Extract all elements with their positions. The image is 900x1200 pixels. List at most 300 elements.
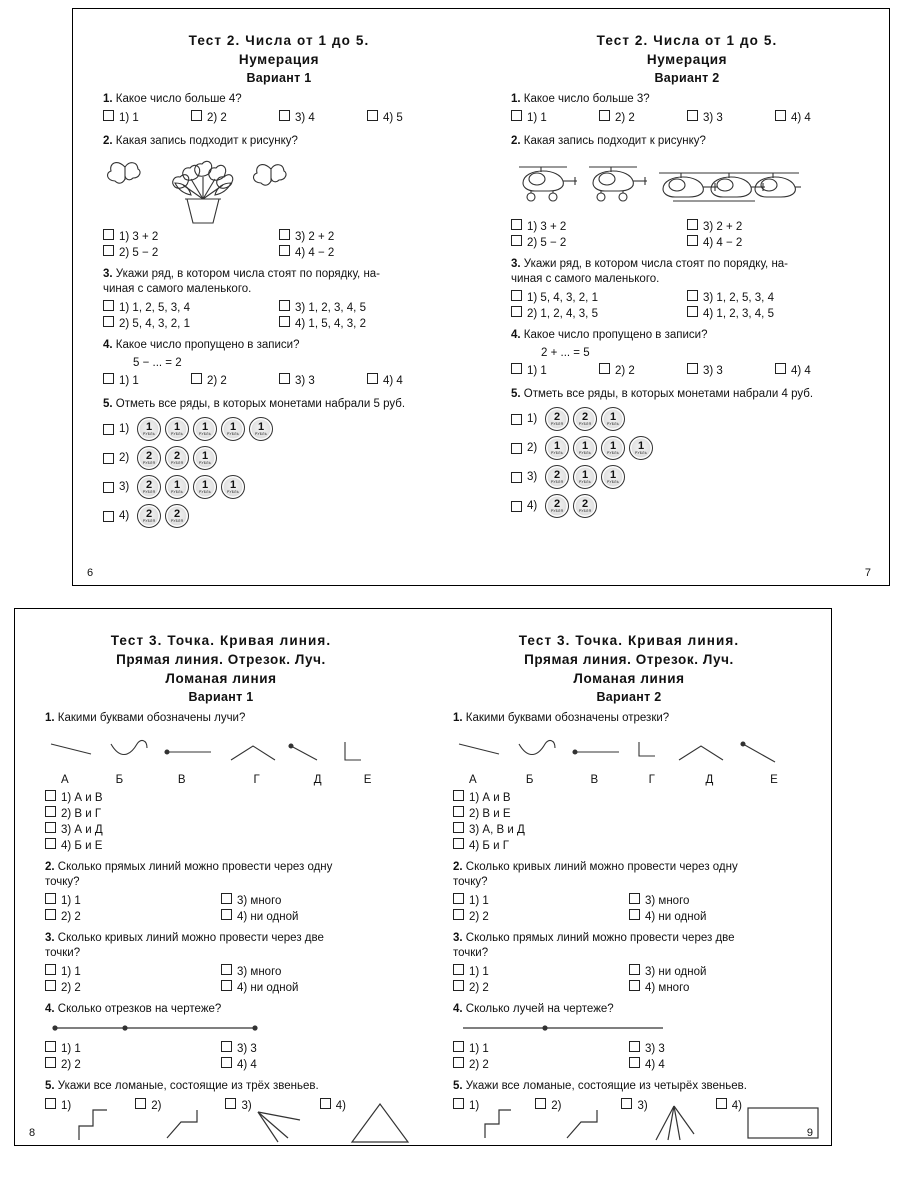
option-4[interactable] <box>687 235 863 251</box>
option-4[interactable] <box>45 838 397 854</box>
question-5-shapes <box>453 1098 805 1146</box>
option-label: 2) 5 − 2 <box>527 237 567 249</box>
checkbox[interactable] <box>45 1041 56 1052</box>
option-2[interactable] <box>103 316 279 332</box>
polyline-2-icon <box>163 1098 213 1148</box>
checkbox[interactable] <box>629 980 640 991</box>
checkbox[interactable] <box>103 511 114 522</box>
checkbox[interactable] <box>511 306 522 317</box>
checkbox[interactable] <box>687 363 698 374</box>
option-2[interactable] <box>453 909 629 925</box>
option-1[interactable] <box>103 300 279 316</box>
checkbox[interactable] <box>511 235 522 246</box>
option-1[interactable] <box>511 110 599 126</box>
coin-2-ruble: 2 РУБЛЯ <box>137 475 161 499</box>
checkbox[interactable] <box>279 110 290 121</box>
option-4[interactable] <box>453 838 805 854</box>
option-label: 3) 3 <box>237 1043 257 1055</box>
letter-b: Б <box>525 774 534 786</box>
question-number: 4. <box>511 329 521 341</box>
page-6 <box>73 9 481 585</box>
coin-row-label: 1) <box>103 423 137 435</box>
coin-row[interactable] <box>103 446 455 470</box>
option-label: 3) много <box>645 895 690 907</box>
coin-row-label: 4) <box>103 510 137 522</box>
checkbox[interactable] <box>221 1057 232 1068</box>
title-line-3: Ломаная линия <box>165 671 277 686</box>
shape-option-4[interactable]: 4) <box>320 1098 418 1148</box>
checkbox[interactable] <box>103 453 114 464</box>
coin-row-label: 3) <box>511 471 545 483</box>
option-1[interactable] <box>511 363 599 379</box>
option-1[interactable] <box>45 790 397 806</box>
option-label: 4) 4 <box>791 112 811 124</box>
variant-label: Вариант 1 <box>188 690 254 704</box>
option-label: 4) 4 <box>237 1059 257 1071</box>
option-label: 1) 1, 2, 5, 3, 4 <box>119 302 190 314</box>
checkbox[interactable] <box>103 110 114 121</box>
option-1[interactable] <box>45 893 221 909</box>
shape-option-3[interactable]: 3) <box>225 1098 307 1148</box>
question-number: 4. <box>45 1003 55 1015</box>
option-3[interactable] <box>221 893 397 909</box>
option-label: 1) 1 <box>469 966 489 978</box>
checkbox[interactable] <box>453 838 464 849</box>
checkbox[interactable] <box>511 501 522 512</box>
question-1-options <box>453 790 805 854</box>
checkbox[interactable] <box>511 443 522 454</box>
coin-row[interactable] <box>511 407 863 431</box>
segment-figure <box>45 1021 397 1035</box>
option-3[interactable] <box>629 1041 805 1057</box>
option-label: 1) 3 + 2 <box>119 231 159 243</box>
checkbox[interactable] <box>511 219 522 230</box>
option-label: 2) 1, 2, 4, 3, 5 <box>527 308 598 320</box>
shape-option-1[interactable]: 1) <box>45 1098 123 1148</box>
question-text-cont: точку? <box>45 876 80 888</box>
option-4[interactable] <box>629 909 805 925</box>
checkbox[interactable] <box>621 1098 632 1109</box>
question-1 <box>45 711 397 726</box>
checkbox[interactable] <box>45 980 56 991</box>
question-3-options <box>45 964 397 996</box>
checkbox[interactable] <box>453 822 464 833</box>
checkbox[interactable] <box>453 806 464 817</box>
checkbox[interactable] <box>45 838 56 849</box>
question-number: 2. <box>453 861 463 873</box>
checkbox[interactable] <box>135 1098 146 1109</box>
checkbox[interactable] <box>687 306 698 317</box>
option-3[interactable] <box>453 822 805 838</box>
title-line-2: Прямая линия. Отрезок. Луч. <box>116 652 326 667</box>
option-1[interactable] <box>453 964 629 980</box>
option-3[interactable] <box>279 300 455 316</box>
question-4 <box>511 328 863 343</box>
option-2[interactable] <box>191 373 279 389</box>
question-3-options <box>103 300 455 332</box>
option-3[interactable] <box>221 964 397 980</box>
option-2[interactable] <box>45 1057 221 1073</box>
question-2 <box>511 134 863 149</box>
coin-2-ruble: 2 РУБЛЯ <box>165 446 189 470</box>
checkbox[interactable] <box>225 1098 236 1109</box>
page-number: 7 <box>864 567 871 579</box>
option-3[interactable] <box>687 363 775 379</box>
checkbox[interactable] <box>599 363 610 374</box>
coin-1-ruble: 1 РУБЛЬ <box>193 417 217 441</box>
option-4[interactable] <box>279 245 455 261</box>
question-number: 1. <box>453 712 463 724</box>
option-label: 1) 1 <box>469 895 489 907</box>
question-number: 5. <box>453 1080 463 1092</box>
coin-1-ruble: 1 РУБЛЬ <box>573 436 597 460</box>
option-label: 1) 1 <box>469 1043 489 1055</box>
option-label: 4) 5 <box>383 112 403 124</box>
shape-option-2[interactable]: 2) <box>135 1098 213 1148</box>
question-number: 5. <box>103 398 113 410</box>
option-2[interactable] <box>511 235 687 251</box>
page-7 <box>481 9 889 585</box>
checkbox[interactable] <box>45 790 56 801</box>
option-2[interactable] <box>45 806 397 822</box>
page-number: 9 <box>806 1127 813 1139</box>
option-label: 2) 2 <box>469 911 489 923</box>
option-label: 3) А и Д <box>61 824 103 836</box>
coin-row[interactable] <box>511 465 863 489</box>
option-label: 1) 1 <box>61 966 81 978</box>
checkbox[interactable] <box>103 316 114 327</box>
checkbox[interactable] <box>511 110 522 121</box>
option-3[interactable] <box>279 110 367 126</box>
checkbox[interactable] <box>453 790 464 801</box>
checkbox[interactable] <box>221 909 232 920</box>
checkbox[interactable] <box>221 1041 232 1052</box>
question-number: 2. <box>45 861 55 873</box>
shape-option-4[interactable]: 4) <box>716 1098 824 1146</box>
coin-2-ruble: 2 РУБЛЯ <box>165 504 189 528</box>
shape-option-1[interactable]: 1) <box>453 1098 523 1146</box>
checkbox[interactable] <box>511 363 522 374</box>
letter-v: В <box>590 774 599 786</box>
polyline-1-icon <box>73 1098 123 1148</box>
checkbox[interactable] <box>221 964 232 975</box>
question-number: 3. <box>453 932 463 944</box>
title-line-2: Прямая линия. Отрезок. Луч. <box>524 652 734 667</box>
option-label: 2) В и Г <box>61 808 102 820</box>
checkbox[interactable] <box>221 980 232 991</box>
option-4[interactable] <box>367 110 455 126</box>
question-text: Какая запись подходит к рисунку? <box>523 135 706 147</box>
option-1[interactable] <box>453 893 629 909</box>
option-2[interactable] <box>599 363 687 379</box>
option-label: 1) А и В <box>469 792 511 804</box>
checkbox[interactable] <box>45 806 56 817</box>
checkbox[interactable] <box>279 373 290 384</box>
option-4[interactable] <box>775 110 863 126</box>
question-5-shapes <box>45 1098 397 1148</box>
checkbox[interactable] <box>453 964 464 975</box>
checkbox[interactable] <box>687 219 698 230</box>
checkbox[interactable] <box>453 980 464 991</box>
question-4-expression: 5 − ... = 2 <box>133 357 182 369</box>
checkbox[interactable] <box>629 1041 640 1052</box>
option-4[interactable] <box>687 306 863 322</box>
title-line-2: Нумерация <box>238 52 320 67</box>
question-2-options <box>103 229 455 261</box>
coin-1-ruble: 1 РУБЛЬ <box>249 417 273 441</box>
question-text: Сколько прямых линий можно провести через две <box>465 932 735 944</box>
coin-row[interactable] <box>511 494 863 518</box>
checkbox[interactable] <box>599 110 610 121</box>
option-2[interactable] <box>453 806 805 822</box>
letter-g: Г <box>648 774 655 786</box>
option-label: 1) 5, 4, 3, 2, 1 <box>527 292 598 304</box>
checkbox[interactable] <box>45 1057 56 1068</box>
checkbox[interactable] <box>279 245 290 256</box>
triangle-icon <box>348 1098 418 1148</box>
option-1[interactable] <box>45 964 221 980</box>
question-3 <box>511 257 863 287</box>
option-label: 3) А, В и Д <box>469 824 525 836</box>
option-label: 4) 4 <box>791 365 811 377</box>
option-2[interactable] <box>453 1057 629 1073</box>
option-label: 4) много <box>645 982 690 994</box>
checkbox[interactable] <box>279 316 290 327</box>
option-4[interactable] <box>221 1057 397 1073</box>
option-label: 3) много <box>237 895 282 907</box>
checkbox[interactable] <box>103 373 114 384</box>
checkbox[interactable] <box>511 290 522 301</box>
coin-row-label: 3) <box>103 481 137 493</box>
question-text: Сколько лучей на чертеже? <box>465 1003 614 1015</box>
coin-1-ruble: 1 РУБЛЬ <box>193 475 217 499</box>
coin-1-ruble: 1 РУБЛЬ <box>165 417 189 441</box>
option-label: 4) Б и Г <box>469 840 510 852</box>
question-number: 5. <box>511 388 521 400</box>
option-2[interactable] <box>45 909 221 925</box>
question-5 <box>511 387 863 402</box>
option-4[interactable] <box>367 373 455 389</box>
option-1[interactable] <box>103 229 279 245</box>
checkbox[interactable] <box>45 822 56 833</box>
option-label: 2) 2 <box>61 911 81 923</box>
option-label: 4) 4 <box>383 375 403 387</box>
checkbox[interactable] <box>191 110 202 121</box>
option-1[interactable] <box>511 219 687 235</box>
question-text: Какое число пропущено в записи? <box>523 329 708 341</box>
page-title <box>453 631 805 688</box>
checkbox[interactable] <box>45 1098 56 1109</box>
coin-1-ruble: 1 РУБЛЬ <box>601 407 625 431</box>
option-1[interactable] <box>103 110 191 126</box>
question-4-options <box>45 1041 397 1073</box>
option-4[interactable] <box>775 363 863 379</box>
polyline-2-icon <box>563 1098 609 1146</box>
coin-row-label: 2) <box>511 442 545 454</box>
question-3 <box>103 267 455 297</box>
checkbox[interactable] <box>45 893 56 904</box>
coin-row[interactable] <box>103 504 455 528</box>
checkbox[interactable] <box>453 1041 464 1052</box>
checkbox[interactable] <box>775 363 786 374</box>
flowers-butterflies-figure <box>103 153 455 225</box>
coin-1-ruble: 1 РУБЛЬ <box>193 446 217 470</box>
coin-1-ruble: 1 РУБЛЬ <box>221 417 245 441</box>
checkbox[interactable] <box>511 414 522 425</box>
question-text: Укажи ряд, в котором числа стоят по порядку, на- <box>115 268 381 280</box>
question-2 <box>45 860 397 890</box>
checkbox[interactable] <box>629 1057 640 1068</box>
option-1[interactable] <box>453 1041 629 1057</box>
coin-row[interactable] <box>103 417 455 441</box>
letter-g: Г <box>253 774 260 786</box>
question-3 <box>453 931 805 961</box>
checkbox[interactable] <box>103 482 114 493</box>
option-2[interactable] <box>191 110 279 126</box>
shape-option-3[interactable]: 3) <box>621 1098 703 1146</box>
checkbox[interactable] <box>453 893 464 904</box>
option-label: 3) 2 + 2 <box>295 231 335 243</box>
lines-figure <box>453 732 805 786</box>
option-3[interactable] <box>279 229 455 245</box>
checkbox[interactable] <box>191 373 202 384</box>
question-1-options <box>103 110 455 128</box>
option-3[interactable] <box>687 110 775 126</box>
variant-label: Вариант 2 <box>596 690 662 704</box>
option-2[interactable] <box>511 306 687 322</box>
page-9 <box>423 609 831 1145</box>
checkbox[interactable] <box>279 229 290 240</box>
option-label: 3) 1, 2, 3, 4, 5 <box>295 302 366 314</box>
option-label: 3) много <box>237 966 282 978</box>
option-label: 1) 1 <box>61 895 81 907</box>
question-5-coin-rows <box>103 417 455 528</box>
option-label: 4) 4 − 2 <box>295 247 335 259</box>
checkbox[interactable] <box>453 909 464 920</box>
question-5-coin-rows <box>511 407 863 518</box>
option-3[interactable] <box>687 290 863 306</box>
coin-1-ruble: 1 РУБЛЬ <box>545 436 569 460</box>
letter-d: Д <box>313 774 322 786</box>
question-5 <box>103 397 455 412</box>
question-text: Сколько кривых линий можно провести через две <box>57 932 324 944</box>
variant-label: Вариант 2 <box>654 71 720 85</box>
question-4-expression: 2 + ... = 5 <box>541 347 590 359</box>
question-2-options <box>453 893 805 925</box>
option-2[interactable] <box>45 980 221 996</box>
option-label: 3) 3 <box>295 375 315 387</box>
option-label: 2) 2 <box>207 112 227 124</box>
checkbox[interactable] <box>535 1098 546 1109</box>
option-3[interactable] <box>629 893 805 909</box>
page-title <box>511 31 863 69</box>
checkbox[interactable] <box>687 110 698 121</box>
question-number: 3. <box>511 258 521 270</box>
option-4[interactable] <box>279 316 455 332</box>
title-line-1: Тест 3. Точка. Кривая линия. <box>518 633 740 648</box>
option-1[interactable] <box>103 373 191 389</box>
question-1 <box>511 92 863 107</box>
question-number: 2. <box>511 135 521 147</box>
option-4[interactable] <box>629 980 805 996</box>
checkbox[interactable] <box>687 290 698 301</box>
question-1 <box>453 711 805 726</box>
question-1 <box>103 92 455 107</box>
option-label: 2) 5 − 2 <box>119 247 159 259</box>
option-4[interactable] <box>629 1057 805 1073</box>
option-1[interactable] <box>511 290 687 306</box>
checkbox[interactable] <box>511 472 522 483</box>
coin-2-ruble: 2 РУБЛЯ <box>573 407 597 431</box>
polyline-3-icon <box>650 1098 704 1146</box>
checkbox[interactable] <box>103 300 114 311</box>
option-label: 2) 2 <box>61 1059 81 1071</box>
option-label: 3) 3 <box>645 1043 665 1055</box>
coin-1-ruble: 1 РУБЛЬ <box>573 465 597 489</box>
option-3[interactable] <box>45 822 397 838</box>
option-3[interactable] <box>629 964 805 980</box>
checkbox[interactable] <box>279 300 290 311</box>
checkbox[interactable] <box>45 964 56 975</box>
checkbox[interactable] <box>629 964 640 975</box>
checkbox[interactable] <box>103 245 114 256</box>
spread-test-3 <box>14 608 832 1146</box>
polyline-1-icon <box>481 1098 523 1146</box>
option-label: 1) А и В <box>61 792 103 804</box>
checkbox[interactable] <box>453 1057 464 1068</box>
letter-a: А <box>469 774 477 786</box>
question-number: 3. <box>45 932 55 944</box>
checkbox[interactable] <box>45 909 56 920</box>
option-4[interactable] <box>221 980 397 996</box>
checkbox[interactable] <box>687 235 698 246</box>
checkbox[interactable] <box>629 909 640 920</box>
coin-1-ruble: 1 РУБЛЬ <box>137 417 161 441</box>
title-line-1: Тест 3. Точка. Кривая линия. <box>110 633 332 648</box>
option-label: 1) 1 <box>527 365 547 377</box>
checkbox[interactable] <box>103 229 114 240</box>
question-text-cont: чиная с самого маленького. <box>511 273 660 285</box>
option-4[interactable] <box>221 909 397 925</box>
option-2[interactable] <box>103 245 279 261</box>
option-label: 1) 3 + 2 <box>527 221 567 233</box>
checkbox[interactable] <box>629 893 640 904</box>
coin-2-ruble: 2 РУБЛЯ <box>573 494 597 518</box>
letter-a: А <box>61 774 69 786</box>
coin-row[interactable] <box>511 436 863 460</box>
title-line-1: Тест 2. Числа от 1 до 5. <box>188 33 370 48</box>
option-label: 4) Б и Е <box>61 840 103 852</box>
checkbox[interactable] <box>716 1098 727 1109</box>
question-4 <box>453 1002 805 1017</box>
checkbox[interactable] <box>775 110 786 121</box>
option-2[interactable] <box>599 110 687 126</box>
checkbox[interactable] <box>320 1098 331 1109</box>
option-3[interactable] <box>279 373 367 389</box>
shape-option-2[interactable]: 2) <box>535 1098 609 1146</box>
checkbox[interactable] <box>103 424 114 435</box>
option-3[interactable] <box>221 1041 397 1057</box>
option-1[interactable] <box>45 1041 221 1057</box>
option-3[interactable] <box>687 219 863 235</box>
option-2[interactable] <box>453 980 629 996</box>
checkbox[interactable] <box>367 373 378 384</box>
checkbox[interactable] <box>367 110 378 121</box>
checkbox[interactable] <box>453 1098 464 1109</box>
option-1[interactable] <box>453 790 805 806</box>
coin-row[interactable] <box>103 475 455 499</box>
checkbox[interactable] <box>221 893 232 904</box>
